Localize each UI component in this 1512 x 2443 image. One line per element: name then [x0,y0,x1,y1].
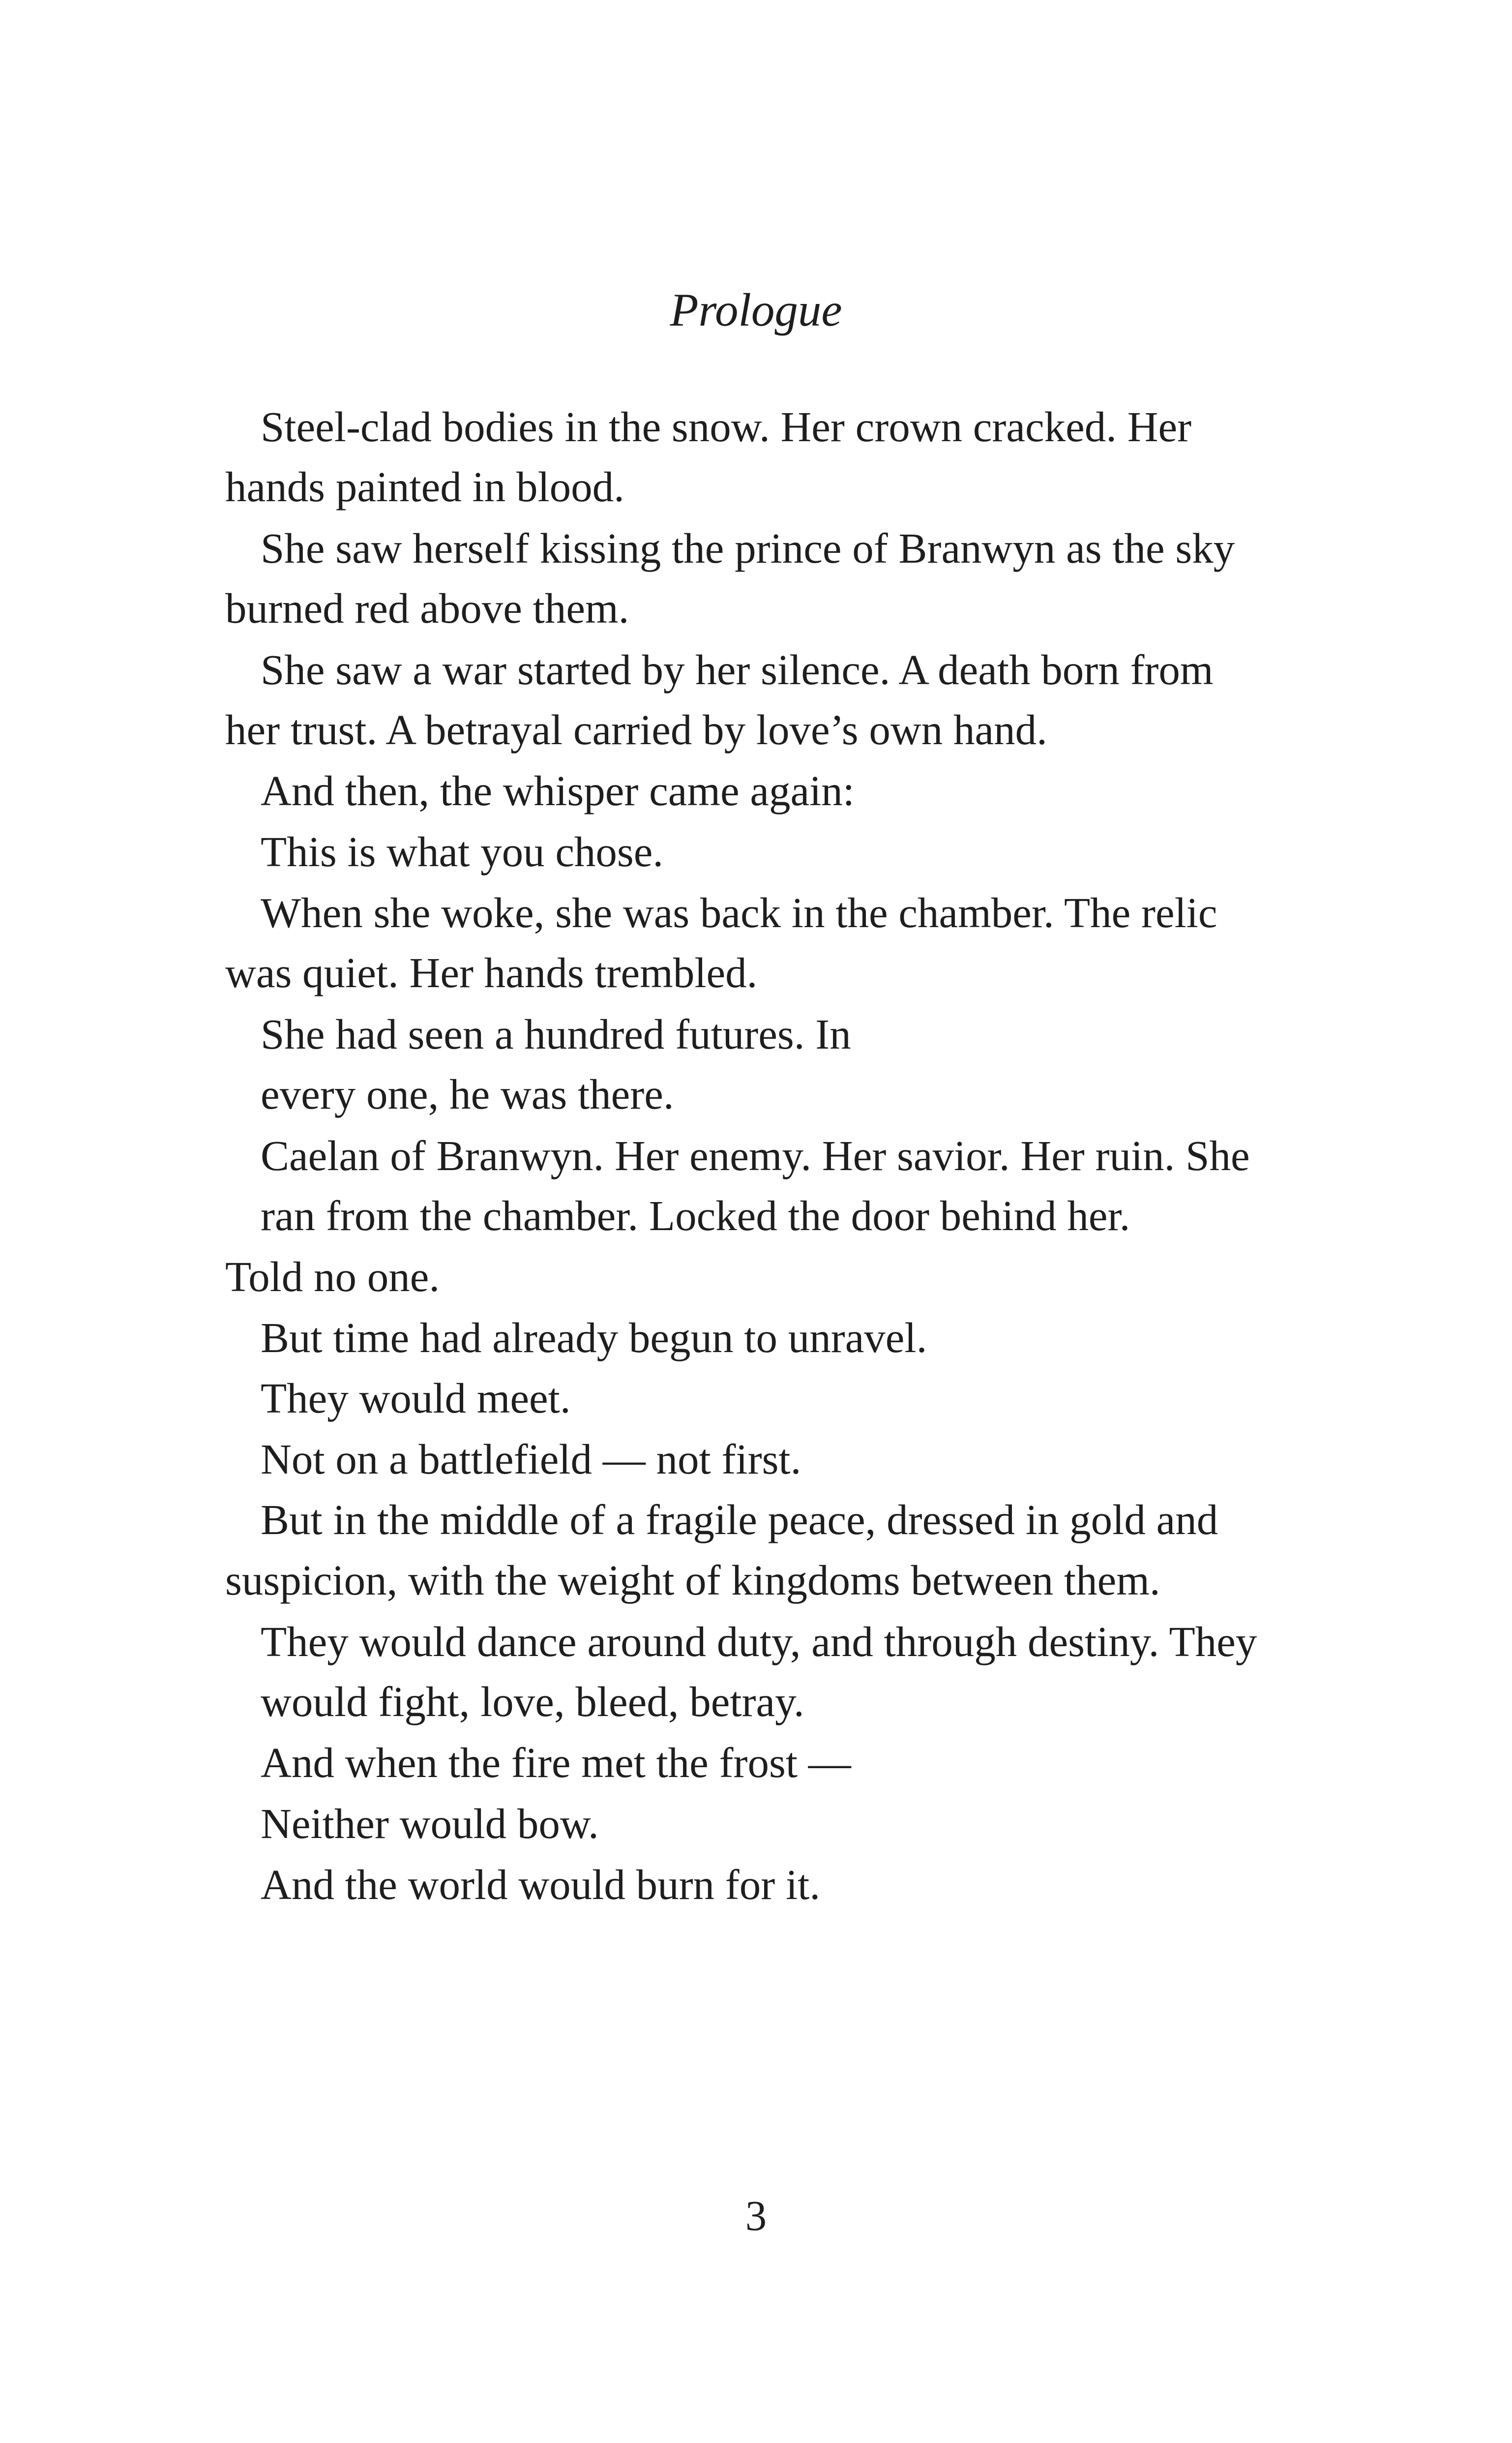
text-line: She saw a war started by her silence. A death born from [261,646,1214,694]
text-line: Not on a battlefield — not first. [261,1435,801,1483]
text-line: hands painted in blood. [225,463,624,511]
text-line: When she woke, she was back in the chamber. The relic [261,889,1217,936]
text-line: would fight, love, bleed, betray. [261,1678,804,1725]
text-line: Neither would bow. [261,1800,599,1847]
text-line: Steel-clad bodies in the snow. Her crown cracked. Her [261,403,1192,451]
page-number: 3 [745,2192,767,2239]
text-line: ran from the chamber. Locked the door behind her. [261,1192,1130,1239]
text-line: her trust. A betrayal carried by love’s own hand. [225,706,1047,754]
text-line: And when the fire met the frost — [261,1739,851,1786]
text-line: And then, the whisper came again: [261,767,855,814]
text-line: Caelan of Branwyn. Her enemy. Her savior. Her ruin. She [261,1132,1250,1179]
text-line: They would meet. [261,1374,571,1422]
text-line: But time had already begun to unravel. [261,1314,927,1361]
text-line: She had seen a hundred futures. In [261,1010,851,1058]
chapter-title: Prologue [670,284,842,336]
text-line: was quiet. Her hands trembled. [225,949,758,996]
text-line: This is what you chose. [261,828,664,875]
text-line: suspicion, with the weight of kingdoms between them. [225,1556,1160,1604]
text-line: Told no one. [225,1253,440,1300]
text-line: every one, he was there. [261,1070,674,1118]
text-line: But in the middle of a fragile peace, dressed in gold and [261,1496,1218,1543]
text-line: burned red above them. [225,584,629,632]
text-line: She saw herself kissing the prince of Branwyn as the sky [261,524,1235,572]
text-line: And the world would burn for it. [261,1861,821,1908]
text-line: They would dance around duty, and through destiny. They [261,1618,1257,1665]
